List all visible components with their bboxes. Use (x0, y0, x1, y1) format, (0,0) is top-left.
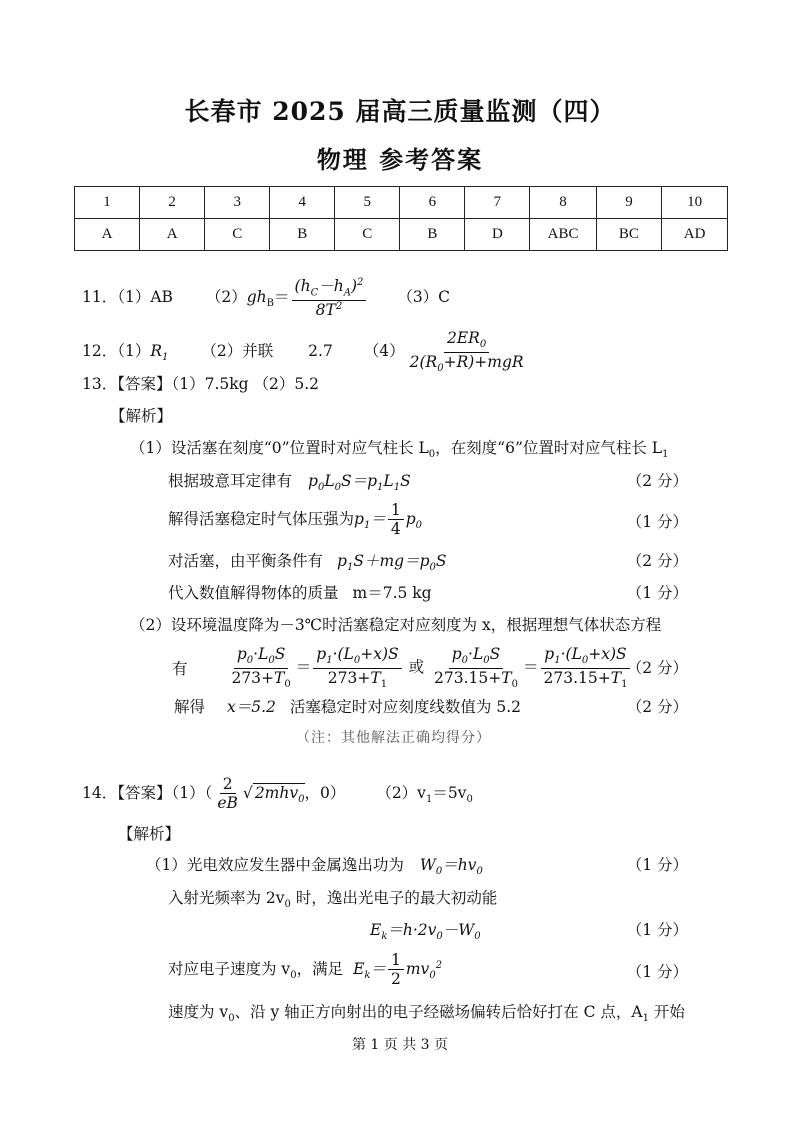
q13-score-5: （2 分） (626, 659, 688, 677)
q14-score-2: （1 分） (626, 921, 688, 939)
q14-answer-head: 14．【答案】（1）（ $\frac{2}{eB}$ √ 2mhv$_0$，0） $(2)v_1=5v_0$ (82, 775, 473, 813)
q12-number: 12． (82, 342, 118, 361)
table-cell-number: 6 (400, 187, 465, 219)
q12-fraction: $\frac{2ER_0}{2(R_0+R)+mgR}$ (409, 329, 524, 374)
q13-line1: （1）设活塞在刻度“0”位置时对应气柱长 $L_0$，在刻度“6”位置时对应气柱长 $L_1$ (130, 439, 669, 461)
table-cell-answer: AD (662, 219, 728, 251)
q12-part1-value: $R_1$ (150, 342, 169, 364)
table-cell-answer: A (75, 219, 140, 251)
q13-analysis-label: 【解析】 (110, 407, 173, 425)
q12-part3: 2.7 (308, 342, 333, 361)
table-cell-answer: C (335, 219, 400, 251)
answer-table (74, 186, 728, 251)
table-cell-number: 2 (140, 187, 205, 219)
table-cell-number: 10 (662, 187, 728, 219)
page-subtitle: 物理 参考答案 (316, 145, 484, 174)
q14-score-3: （1 分） (626, 963, 688, 981)
table-cell-answer: ABC (530, 219, 596, 251)
q11-part2-label: （2） (205, 288, 247, 307)
q12-part2: （2）并联 (201, 342, 274, 361)
page-title: 长春市 2025 届高三质量监测（四） (184, 97, 616, 126)
table-cell-number: 4 (270, 187, 335, 219)
q13-score-2: （1 分） (626, 513, 688, 531)
q11-lhs-sub: B (266, 298, 275, 310)
q11-line: 11．（1）AB $(2)gh_B=$ $\frac{(h_C-h_A)^2}{8T^2}$ （3）C (82, 277, 451, 319)
table-cell-answer: A (140, 219, 205, 251)
q13-line2: 根据玻意耳定律有 $p_0L_0S=p_1L_1S$ (168, 472, 411, 494)
q11-part1: （1）AB (117, 288, 173, 307)
q13-score-1: （2 分） (626, 472, 688, 490)
q14-score-1: （1 分） (626, 856, 688, 874)
q13-note: （注：其他解法正确均得分） (296, 730, 491, 746)
q14-line4: 对应电子速度为 $v_0$，满足 $E_k=$ $\frac{1}{2}$ $mv_0^2$ (168, 951, 443, 989)
q12-part4: （4） (363, 342, 405, 361)
q13-line4: 对活塞，由平衡条件有 $p_1S+mg=p_0S$ (168, 552, 447, 574)
q13-line6: （2）设环境温度降为－3℃时活塞稳定对应刻度为 x，根据理想气体状态方程 (130, 616, 662, 634)
table-cell-number: 5 (335, 187, 400, 219)
q13-line5: 代入数值解得物体的质量 m＝7.5 kg (168, 584, 432, 602)
q12-part1: （1） (117, 342, 151, 361)
q14-line3: $E_k=h\cdot 2v_0-W_0$ (370, 921, 481, 943)
table-cell-number: 9 (596, 187, 662, 219)
q14-line2: 入射光频率为 $2v_0$ 时，逸出光电子的最大初动能 (168, 889, 498, 911)
q13-score-4: （1 分） (626, 584, 688, 602)
table-cell-answer: BC (596, 219, 662, 251)
q11-fraction: $\frac{(h_C-h_A)^2}{8T^2}$ (292, 278, 367, 318)
q11-number: 11． (82, 288, 118, 307)
q13-line8: 解得 x＝5.2 活塞稳定时对应刻度线数值为 5.2 (174, 698, 522, 716)
table-cell-answer: B (270, 219, 335, 251)
q13-line7: 有 $\frac{p_0\cdot L_0S}{273+T_0}$ ＝ $\frac{p_1\cdot(L_0+x)S}{273+T_1}$ 或 $\frac{p_0\cdot L_0S}{273.15+T_0}$ ＝ $\frac{p_1\cdot(L_0+x)S}{273.15+T_1}$ (172, 646, 632, 690)
q14-line1: （1）光电效应发生器中金属逸出功为 $W_0=hv_0$ (146, 856, 483, 878)
page-footer: 第 1 页 共 3 页 (351, 1037, 449, 1053)
q13-line3: 解得活塞稳定时气体压强为$p_1=$ $\frac{1}{4}$ $p_0$ (168, 501, 423, 539)
table-cell-answer: D (465, 219, 530, 251)
q13-score-6: （2 分） (626, 698, 688, 716)
q14-line5: 速度为 $v_0$、沿 y 轴正方向射出的电子经磁场偏转后恰好打在 C 点，$A_1$ 开始 (168, 1003, 685, 1025)
table-row-numbers (75, 187, 728, 219)
q12-line (82, 330, 529, 374)
q13-answer-head: 13．【答案】（1）7.5kg （2）5.2 (82, 375, 319, 393)
table-cell-answer: B (400, 219, 465, 251)
q11-part2-lhs: gh (246, 288, 267, 307)
table-cell-number: 1 (75, 187, 140, 219)
table-cell-number: 3 (205, 187, 270, 219)
table-cell-answer: C (205, 219, 270, 251)
table-cell-number: 8 (530, 187, 596, 219)
table-cell-number: 7 (465, 187, 530, 219)
q11-part3: （3）C (397, 288, 451, 307)
q14-analysis-label: 【解析】 (118, 825, 181, 843)
q13-score-3: （2 分） (626, 552, 688, 570)
table-row-answers (75, 219, 728, 251)
